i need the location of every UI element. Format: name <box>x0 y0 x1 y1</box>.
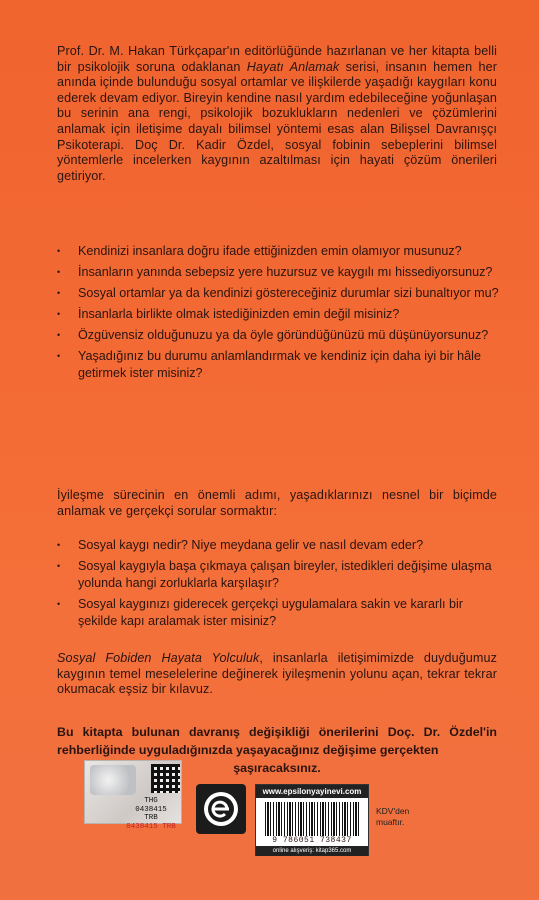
publisher-website: www.epsilonyayinevi.com <box>256 785 368 798</box>
list-item: • Yaşadığınız bu durumu anlamlandırmak ve kendiniz için daha iyi bir hâle getirmek ister misiniz? <box>57 348 502 382</box>
list-item: • Sosyal kaygıyla başa çıkmaya çalışan bireyler, istedikleri değişime ulaşma yolunda hangi zorluklarla karşılaşır? <box>57 558 502 592</box>
isbn-number: 9 786051 738437 <box>272 836 352 845</box>
intro-text-1: Prof. Dr. M. Hakan Türkçapar'ın editörlüğünde hazırlanan ve her kitapta belli bir psikolojik soruna odaklanan <box>57 44 497 74</box>
closing-text: , insanlarla iletişimimizde duyduğumuz kaygının temel meselelerine değinerek iyileşmenin yolunu açan, tekrar tekrar okumacak eşsiz bir kılavuz. <box>57 651 498 697</box>
hologram-icon <box>90 765 136 795</box>
sticker-text: THG 0438415 TRB 0438415 TRB <box>126 797 176 831</box>
list-item: • İnsanların yanında sebepsiz yere huzursuz ve kaygılı mı hissediyorsunuz? <box>57 264 502 281</box>
list-item: • İnsanlarla birlikte olmak istediğinizden emin değil misiniz? <box>57 306 502 323</box>
series-title: Hayatı Anlamak <box>246 59 340 74</box>
barcode-block <box>255 784 369 856</box>
list-item: • Özgüvensiz olduğunuzu ya da öyle göründüğünüzü mü düşünüyorsunuz? <box>57 327 502 344</box>
closing-paragraph <box>57 651 497 698</box>
list-item: • Sosyal ortamlar ya da kendinizi göstereceğiniz durumlar sizi bunaltıyor mu? <box>57 285 502 302</box>
intro-paragraph <box>57 44 497 184</box>
barcode-icon <box>265 802 361 836</box>
question-list-2 <box>57 537 502 634</box>
shop-footer: online alışveriş: kitap365.com <box>256 846 368 856</box>
book-title: Sosyal Fobiden Hayata Yolculuk <box>57 651 260 665</box>
tax-note: KDV'den muaftır. <box>376 806 410 827</box>
list-item: • Sosyal kaygınızı giderecek gerçekçi uygulamalara sakin ve kararlı bir şekilde kapı aralamak ister misiniz? <box>57 596 502 630</box>
list-item: • Sosyal kaygı nedir? Niye meydana gelir ve nasıl devam eder? <box>57 537 502 554</box>
list-item: • Kendinizi insanlara doğru ifade ettiğinizden emin olamıyor musunuz? <box>57 243 502 260</box>
security-sticker <box>84 760 182 831</box>
bold-statement-main: Bu kitapta bulunan davranış değişikliği önerilerini Doç. Dr. Özdel'in rehberliğinde uyguladığınızda yaşayacağınız değişime gerçekten <box>57 725 497 757</box>
middle-paragraph: İyileşme sürecinin en önemli adımı, yaşadıklarınızı nesnel bir biçimde anlamak ve gerçekçi sorular sormaktır: <box>57 488 497 518</box>
publisher-logo-icon <box>196 784 246 834</box>
qr-code-icon <box>151 764 180 793</box>
question-list-1 <box>57 243 502 386</box>
bold-statement-last: şaşıracaksınız. <box>233 761 321 775</box>
intro-text-2: serisi, insanın hemen her anında içinde bulunduğu sosyal ortamlar ve ilişkilerde yaşadığı kaygıları konu ederek devam ediyor. Bireyin kendine nasıl yardım edebileceğine yoğunlaşan bu serinin ana rengi, psikolojik bozuklukların nedenleri ve çözümlerini anlamak için iletişime dayalı bilimsel yöntemi esas alan Bilişsel Davranışçı Psikoterapi. Doç Dr. Kadir Özdel, sosyal fobinin sebeplerini bilimsel yöntemlerle incelerken kaygının azaltılması için hayati çözüm önerileri getiriyor. <box>57 59 497 183</box>
